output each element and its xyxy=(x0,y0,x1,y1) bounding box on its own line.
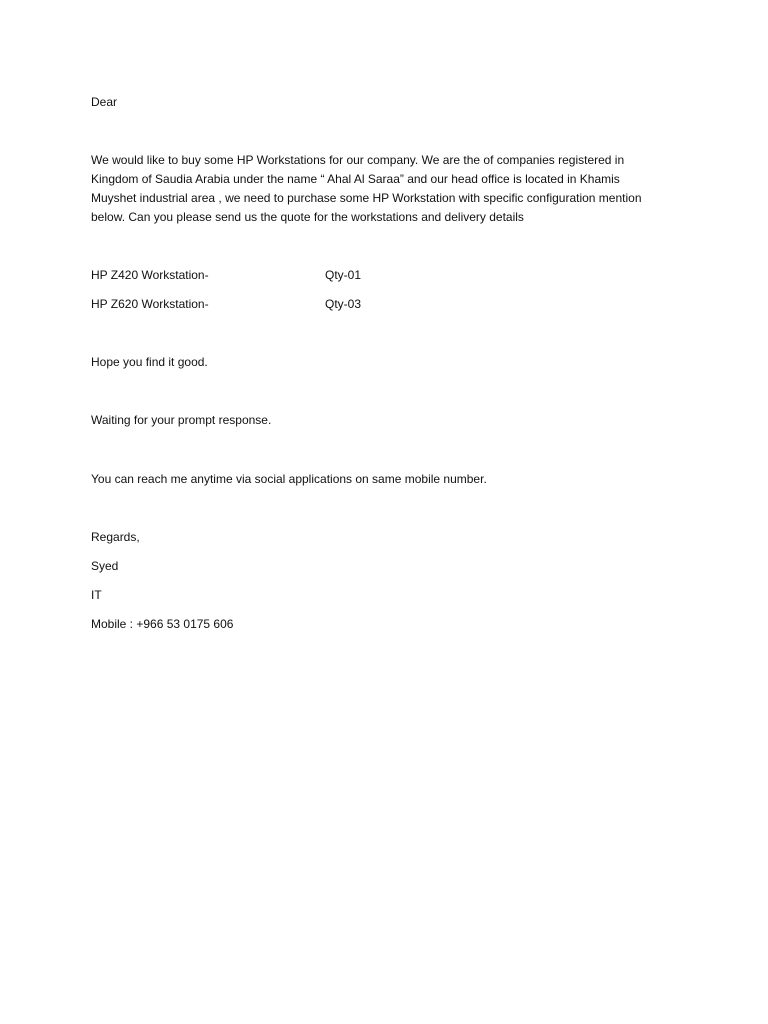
intro-line: Muyshet industrial area , we need to purchase some HP Workstation with specific configuration mention xyxy=(91,191,642,205)
item-name: HP Z420 Workstation- xyxy=(91,268,209,282)
sender-name: Syed xyxy=(91,559,119,573)
item-qty: Qty-03 xyxy=(325,297,362,311)
intro-paragraph xyxy=(91,151,691,227)
intro-line: Kingdom of Saudia Arabia under the name “ Ahal Al Saraa” and our head office is located in Khamis xyxy=(91,172,620,186)
salutation: Dear xyxy=(91,95,118,109)
hope-line: Hope you find it good. xyxy=(91,355,208,369)
sender-mobile: Mobile : +966 53 0175 606 xyxy=(91,617,234,631)
intro-line: We would like to buy some HP Workstations for our company. We are the of companies registered in xyxy=(91,153,625,167)
waiting-line: Waiting for your prompt response. xyxy=(91,413,272,427)
intro-line: below. Can you please send us the quote for the workstations and delivery details xyxy=(91,210,524,224)
item-qty: Qty-01 xyxy=(325,268,362,282)
sender-department: IT xyxy=(91,588,102,602)
item-name: HP Z620 Workstation- xyxy=(91,297,209,311)
reach-line: You can reach me anytime via social applications on same mobile number. xyxy=(91,472,487,486)
regards-line: Regards, xyxy=(91,530,140,544)
